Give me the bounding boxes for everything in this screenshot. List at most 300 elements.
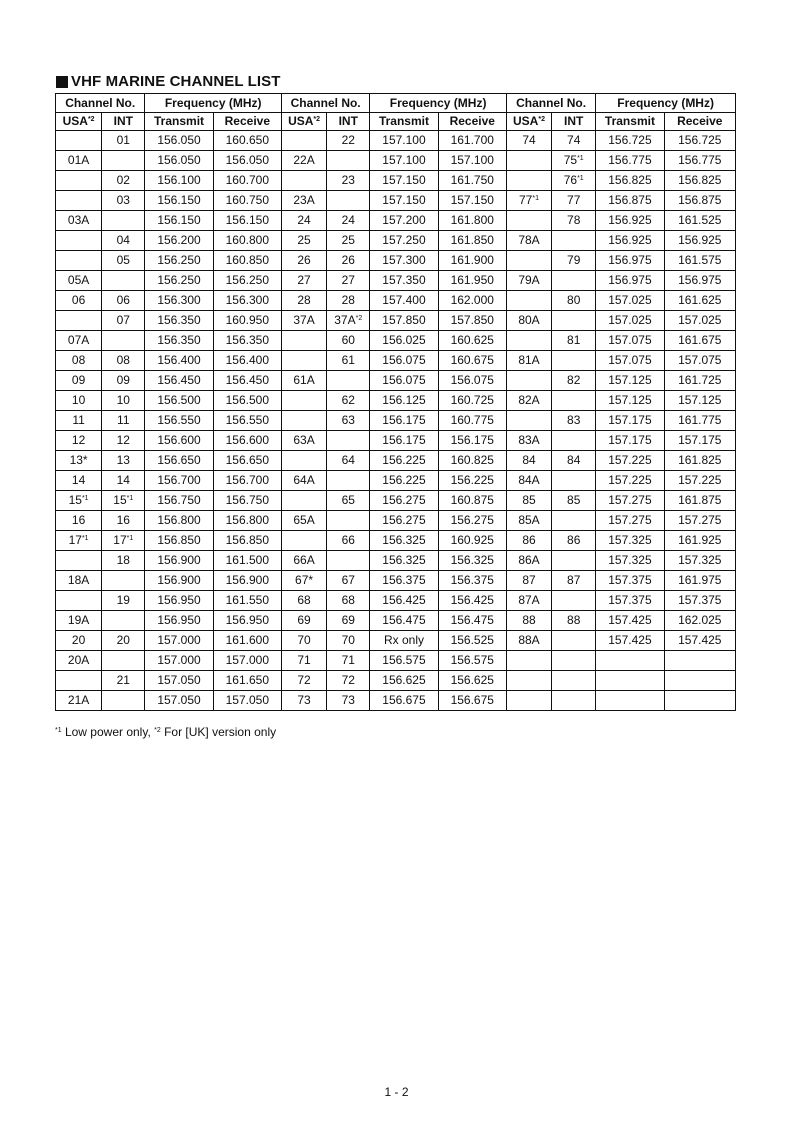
transmit-cell: 156.775 [596,151,664,171]
receive-header: Receive [664,113,735,131]
receive-cell [664,651,735,671]
receive-cell: 161.650 [213,671,281,691]
usa-cell: 01A [56,151,102,171]
table-row [56,691,736,711]
receive-cell: 160.700 [213,171,281,191]
usa-cell: 68 [281,591,326,611]
table-row [56,511,736,531]
transmit-cell: 156.050 [145,151,213,171]
transmit-cell: 157.200 [370,211,438,231]
receive-cell: 156.525 [438,631,506,651]
transmit-cell: 157.075 [596,351,664,371]
receive-cell: 156.225 [438,471,506,491]
int-cell [327,151,370,171]
usa-cell [506,211,551,231]
transmit-cell: 156.625 [370,671,438,691]
int-cell [102,331,145,351]
table-row [56,251,736,271]
transmit-cell: 157.400 [370,291,438,311]
usa-cell: 73 [281,691,326,711]
usa-cell [506,151,551,171]
int-cell: 02 [102,171,145,191]
transmit-cell: 156.275 [370,491,438,511]
receive-cell [664,671,735,691]
usa-cell: 69 [281,611,326,631]
table-row [56,311,736,331]
transmit-cell: 156.750 [145,491,213,511]
int-cell: 11 [102,411,145,431]
usa-cell [281,411,326,431]
int-cell [102,651,145,671]
int-cell [552,631,596,651]
usa-cell: 18A [56,571,102,591]
transmit-cell: 157.050 [145,691,213,711]
usa-cell: 26 [281,251,326,271]
int-cell: 75$^{*1}$ [552,151,596,171]
int-cell [327,431,370,451]
table-row [56,571,736,591]
transmit-cell: 156.650 [145,451,213,471]
transmit-cell: 156.550 [145,411,213,431]
transmit-cell: 156.350 [145,311,213,331]
receive-cell: 156.400 [213,351,281,371]
table-row [56,291,736,311]
transmit-cell: 156.925 [596,211,664,231]
int-cell [552,391,596,411]
transmit-cell: 157.100 [370,151,438,171]
transmit-cell: Rx only [370,631,438,651]
table-row [56,611,736,631]
receive-header: Receive [213,113,281,131]
usa-cell: 25 [281,231,326,251]
int-cell: 18 [102,551,145,571]
table-row [56,551,736,571]
int-cell: 27 [327,271,370,291]
usa-cell [281,331,326,351]
table-row [56,491,736,511]
receive-cell: 157.075 [664,351,735,371]
channel-no-header: Channel No. [56,94,145,113]
usa-cell: 61A [281,371,326,391]
int-cell: 15$^{*1}$ [102,491,145,511]
usa-cell: 85 [506,491,551,511]
int-cell: 09 [102,371,145,391]
transmit-cell [596,691,664,711]
int-cell [102,611,145,631]
int-cell: 72 [327,671,370,691]
receive-cell: 157.225 [664,471,735,491]
receive-cell: 161.550 [213,591,281,611]
int-header: INT [552,113,596,131]
receive-cell: 156.425 [438,591,506,611]
receive-cell: 156.850 [213,531,281,551]
table-row [56,431,736,451]
receive-cell [664,691,735,711]
int-cell: 64 [327,451,370,471]
receive-cell: 161.800 [438,211,506,231]
int-cell: 10 [102,391,145,411]
int-cell [552,511,596,531]
transmit-cell: 157.175 [596,431,664,451]
int-cell: 66 [327,531,370,551]
transmit-cell: 157.225 [596,471,664,491]
usa-cell: 08 [56,351,102,371]
receive-cell: 157.050 [213,691,281,711]
transmit-cell: 157.125 [596,391,664,411]
receive-cell: 160.825 [438,451,506,471]
usa-cell: 24 [281,211,326,231]
transmit-cell: 157.350 [370,271,438,291]
footnote: $^{*1}$ Low power only, $^{*2}$ For [UK] version only [55,725,277,739]
usa-cell: 88 [506,611,551,631]
int-cell: 74 [552,131,596,151]
receive-cell: 157.425 [664,631,735,651]
transmit-cell: 156.725 [596,131,664,151]
int-cell: 05 [102,251,145,271]
usa-cell [281,351,326,371]
transmit-cell: 157.025 [596,311,664,331]
usa-cell [56,251,102,271]
usa-cell: 72 [281,671,326,691]
transmit-cell: 157.025 [596,291,664,311]
transmit-cell: 156.700 [145,471,213,491]
usa-cell: 15$^{*1}$ [56,491,102,511]
table-row [56,391,736,411]
usa-cell: 67* [281,571,326,591]
receive-cell: 157.125 [664,391,735,411]
transmit-cell: 157.300 [370,251,438,271]
usa-cell: 84A [506,471,551,491]
usa-cell [281,531,326,551]
table-row [56,191,736,211]
transmit-cell: 156.200 [145,231,213,251]
usa-cell: 21A [56,691,102,711]
table-row [56,591,736,611]
int-cell [327,471,370,491]
usa-cell [281,171,326,191]
transmit-cell: 156.250 [145,251,213,271]
transmit-cell: 156.175 [370,431,438,451]
receive-cell: 156.550 [213,411,281,431]
usa-cell [506,291,551,311]
table-row [56,671,736,691]
receive-cell: 156.675 [438,691,506,711]
header-row-groups [56,94,736,113]
page-title [56,73,281,90]
receive-cell: 161.850 [438,231,506,251]
int-cell: 21 [102,671,145,691]
int-cell [327,371,370,391]
usa-cell [56,671,102,691]
usa-cell: 22A [281,151,326,171]
transmit-cell: 156.450 [145,371,213,391]
usa-cell: 78A [506,231,551,251]
usa-cell: 17$^{*1}$ [56,531,102,551]
int-cell: 04 [102,231,145,251]
receive-cell: 157.100 [438,151,506,171]
usa-cell: 77$^{*1}$ [506,191,551,211]
transmit-cell: 156.975 [596,271,664,291]
table-row [56,531,736,551]
usa-cell: 64A [281,471,326,491]
receive-cell: 156.175 [438,431,506,451]
int-cell: 63 [327,411,370,431]
usa-cell: 19A [56,611,102,631]
table-row [56,271,736,291]
receive-cell: 161.900 [438,251,506,271]
table-row [56,211,736,231]
usa-cell: 81A [506,351,551,371]
int-cell: 73 [327,691,370,711]
int-cell: 03 [102,191,145,211]
transmit-cell: 156.825 [596,171,664,191]
usa-header: USA$^{*2}$ [281,113,326,131]
usa-cell [281,451,326,471]
int-cell: 67 [327,571,370,591]
transmit-cell: 156.225 [370,451,438,471]
int-header: INT [327,113,370,131]
int-cell: 60 [327,331,370,351]
table-row [56,231,736,251]
transmit-cell: 157.150 [370,191,438,211]
receive-cell: 156.475 [438,611,506,631]
transmit-cell: 157.250 [370,231,438,251]
receive-cell: 161.700 [438,131,506,151]
receive-cell: 156.775 [664,151,735,171]
int-cell: 06 [102,291,145,311]
receive-cell: 157.325 [664,551,735,571]
receive-cell: 160.925 [438,531,506,551]
receive-cell: 156.600 [213,431,281,451]
receive-cell: 157.000 [213,651,281,671]
int-cell: 80 [552,291,596,311]
int-cell: 71 [327,651,370,671]
int-cell: 12 [102,431,145,451]
int-cell: 83 [552,411,596,431]
int-cell: 85 [552,491,596,511]
transmit-cell: 157.175 [596,411,664,431]
usa-cell: 20A [56,651,102,671]
int-cell: 77 [552,191,596,211]
frequency-header: Frequency (MHz) [370,94,507,113]
receive-cell: 156.750 [213,491,281,511]
int-cell [102,691,145,711]
receive-cell: 156.075 [438,371,506,391]
usa-cell [56,171,102,191]
int-cell [552,231,596,251]
usa-cell: 37A [281,311,326,331]
transmit-cell: 156.075 [370,351,438,371]
int-cell: 26 [327,251,370,271]
transmit-cell: 157.325 [596,531,664,551]
receive-cell: 161.625 [664,291,735,311]
int-cell [102,211,145,231]
usa-cell [506,171,551,191]
table-row [56,171,736,191]
int-cell [102,151,145,171]
usa-cell: 87 [506,571,551,591]
int-cell: 25 [327,231,370,251]
usa-header: USA$^{*2}$ [56,113,102,131]
table-row [56,451,736,471]
transmit-cell: 156.325 [370,551,438,571]
int-cell [552,671,596,691]
receive-cell: 157.025 [664,311,735,331]
int-cell: 69 [327,611,370,631]
usa-cell: 87A [506,591,551,611]
receive-cell: 160.675 [438,351,506,371]
transmit-cell: 157.050 [145,671,213,691]
usa-cell [56,311,102,331]
usa-cell: 82A [506,391,551,411]
int-cell: 24 [327,211,370,231]
transmit-cell: 156.875 [596,191,664,211]
int-cell: 23 [327,171,370,191]
transmit-cell: 157.225 [596,451,664,471]
transmit-cell: 156.925 [596,231,664,251]
receive-header: Receive [438,113,506,131]
usa-cell: 16 [56,511,102,531]
usa-cell: 85A [506,511,551,531]
receive-cell: 156.575 [438,651,506,671]
transmit-cell [596,671,664,691]
receive-cell: 161.975 [664,571,735,591]
usa-cell: 03A [56,211,102,231]
transmit-cell: 156.425 [370,591,438,611]
transmit-cell: 156.300 [145,291,213,311]
transmit-cell: 157.075 [596,331,664,351]
int-cell: 87 [552,571,596,591]
int-cell: $37A^{*2}$ [327,311,370,331]
receive-cell: 161.875 [664,491,735,511]
receive-cell: 156.825 [664,171,735,191]
usa-cell: 13* [56,451,102,471]
int-cell: 13 [102,451,145,471]
receive-cell: 161.575 [664,251,735,271]
transmit-cell [596,651,664,671]
int-cell [327,191,370,211]
table-row [56,471,736,491]
receive-cell: 156.250 [213,271,281,291]
int-cell: 68 [327,591,370,611]
transmit-cell: 156.475 [370,611,438,631]
header-row-columns [56,113,736,131]
int-cell [552,471,596,491]
receive-cell: 156.375 [438,571,506,591]
transmit-cell: 156.150 [145,211,213,231]
int-cell: 88 [552,611,596,631]
transmit-cell: 156.575 [370,651,438,671]
receive-cell: 161.825 [664,451,735,471]
receive-cell: 157.150 [438,191,506,211]
int-cell: 17$^{*1}$ [102,531,145,551]
usa-cell: 66A [281,551,326,571]
page-title-text: VHF MARINE CHANNEL LIST [71,73,281,90]
usa-cell: 70 [281,631,326,651]
transmit-cell: 157.125 [596,371,664,391]
receive-cell: 161.725 [664,371,735,391]
transmit-cell: 156.400 [145,351,213,371]
receive-cell: 162.000 [438,291,506,311]
receive-cell: 156.050 [213,151,281,171]
receive-cell: 161.675 [664,331,735,351]
receive-cell: 160.850 [213,251,281,271]
int-cell: 76$^{*1}$ [552,171,596,191]
usa-cell: 84 [506,451,551,471]
usa-cell: 14 [56,471,102,491]
usa-cell [56,131,102,151]
transmit-cell: 156.100 [145,171,213,191]
receive-cell: 160.950 [213,311,281,331]
usa-cell: 74 [506,131,551,151]
usa-cell: 86A [506,551,551,571]
int-cell [552,651,596,671]
channel-table-body [56,131,736,711]
receive-cell: 156.275 [438,511,506,531]
transmit-cell: 157.375 [596,571,664,591]
table-row [56,131,736,151]
int-cell [552,691,596,711]
transmit-cell: 156.975 [596,251,664,271]
transmit-cell: 156.325 [370,531,438,551]
usa-cell: 83A [506,431,551,451]
usa-cell: 10 [56,391,102,411]
usa-cell: 79A [506,271,551,291]
table-row [56,371,736,391]
int-cell: 79 [552,251,596,271]
receive-cell: 156.875 [664,191,735,211]
transmit-header: Transmit [145,113,213,131]
transmit-header: Transmit [370,113,438,131]
table-row [56,351,736,371]
usa-cell: 65A [281,511,326,531]
receive-cell: 160.750 [213,191,281,211]
int-cell [552,311,596,331]
transmit-cell: 157.425 [596,611,664,631]
receive-cell: 161.775 [664,411,735,431]
receive-cell: 161.950 [438,271,506,291]
transmit-cell: 157.325 [596,551,664,571]
receive-cell: 161.500 [213,551,281,571]
receive-cell: 156.150 [213,211,281,231]
int-cell: 84 [552,451,596,471]
receive-cell: 156.950 [213,611,281,631]
page-number: 1 - 2 [384,1085,409,1099]
channel-no-header: Channel No. [281,94,369,113]
channel-no-header: Channel No. [506,94,595,113]
int-cell [102,271,145,291]
receive-cell: 156.450 [213,371,281,391]
usa-cell: 12 [56,431,102,451]
receive-cell: 156.325 [438,551,506,571]
int-cell: 62 [327,391,370,411]
transmit-cell: 156.500 [145,391,213,411]
receive-cell: 156.700 [213,471,281,491]
receive-cell: 156.500 [213,391,281,411]
int-cell: 14 [102,471,145,491]
transmit-cell: 156.075 [370,371,438,391]
usa-cell [506,371,551,391]
receive-cell: 160.775 [438,411,506,431]
transmit-cell: 156.850 [145,531,213,551]
transmit-cell: 157.275 [596,491,664,511]
usa-cell: 27 [281,271,326,291]
usa-cell [506,651,551,671]
receive-cell: 156.625 [438,671,506,691]
transmit-cell: 156.800 [145,511,213,531]
transmit-cell: 157.000 [145,631,213,651]
receive-cell: 157.850 [438,311,506,331]
